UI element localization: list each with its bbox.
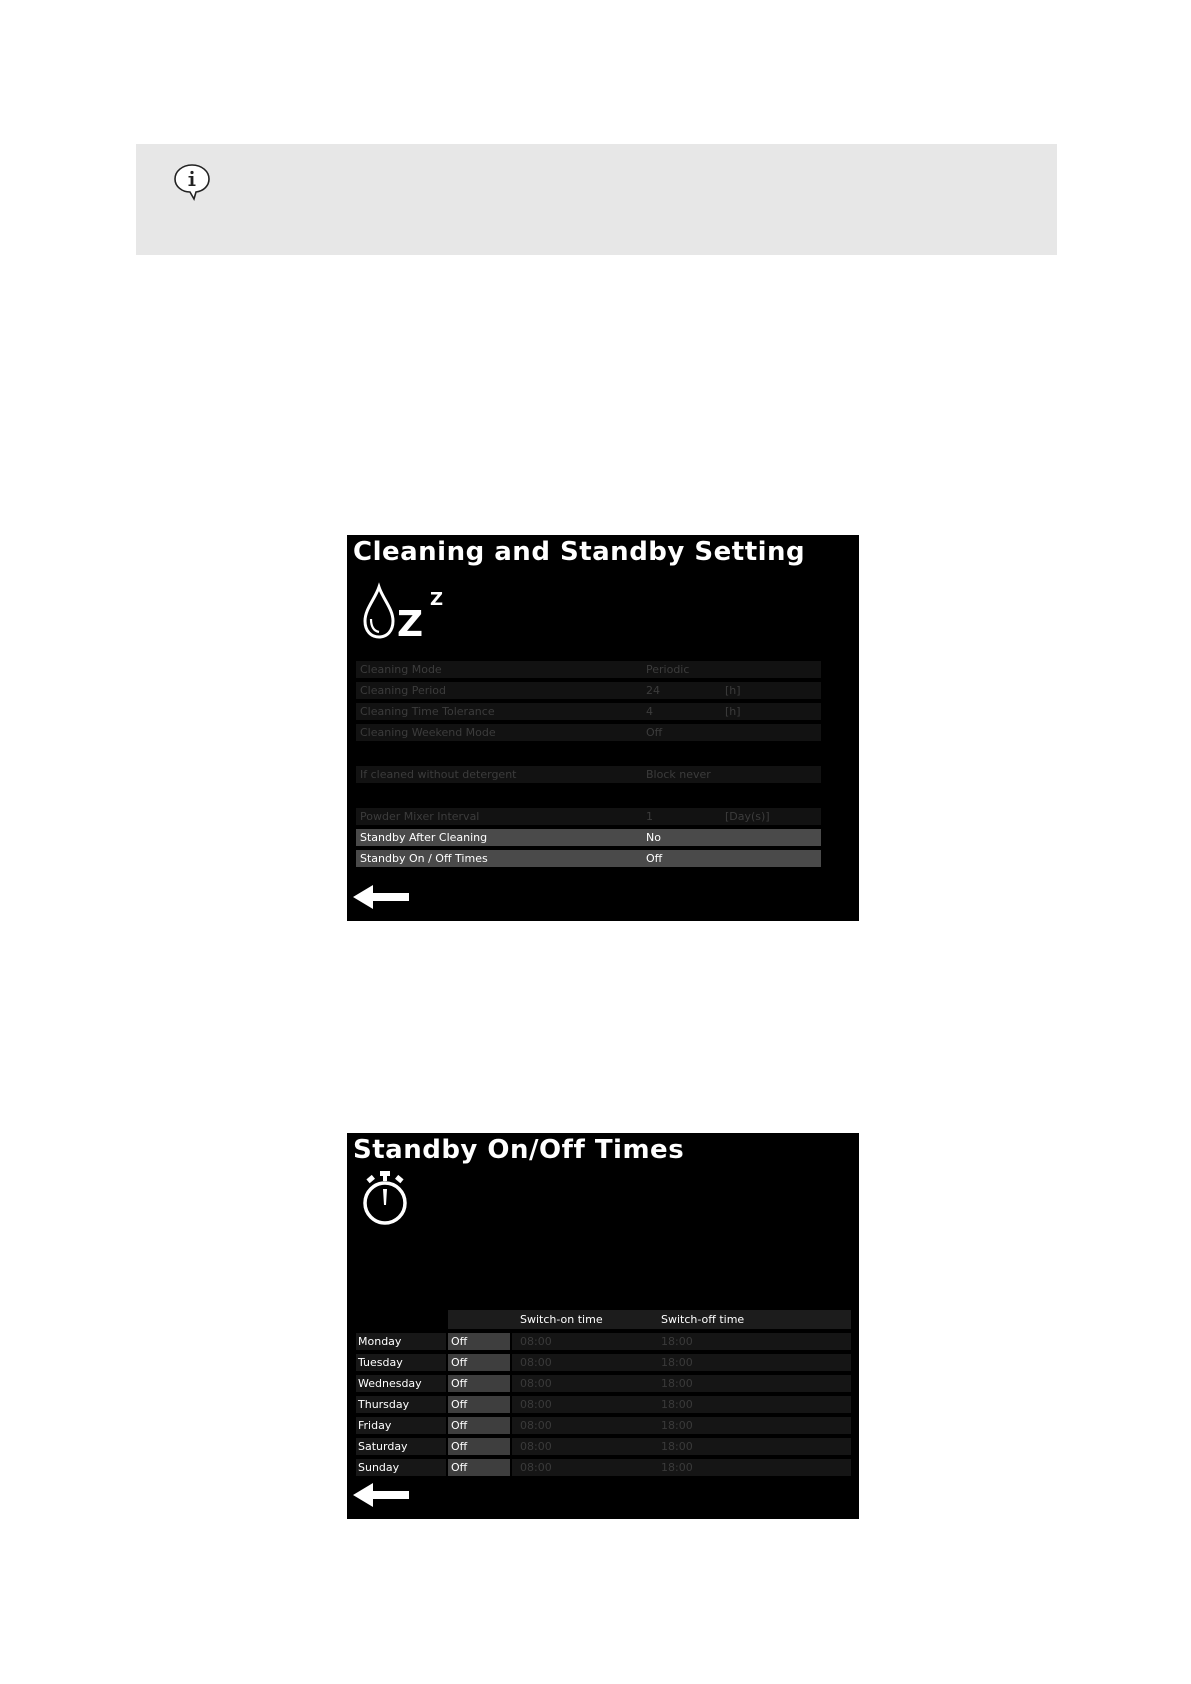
setting-row-cleaning-mode xyxy=(356,661,821,678)
setting-value: 1 xyxy=(646,810,653,823)
day-label: Monday xyxy=(356,1333,446,1350)
setting-label: Cleaning Time Tolerance xyxy=(360,705,495,718)
setting-unit: [Day(s)] xyxy=(725,810,770,823)
screen-title: Standby On/Off Times xyxy=(353,1135,685,1165)
day-times xyxy=(512,1375,851,1392)
switch-off-time: 18:00 xyxy=(661,1419,693,1432)
setting-value: Off xyxy=(646,852,663,865)
standby-times-screen xyxy=(347,1133,859,1519)
day-times xyxy=(512,1459,851,1476)
setting-row-standby-after-cleaning[interactable] xyxy=(356,829,821,846)
day-label: Sunday xyxy=(356,1459,446,1476)
switch-off-header: Switch-off time xyxy=(661,1313,745,1326)
day-label: Tuesday xyxy=(356,1354,446,1371)
setting-unit: [h] xyxy=(725,684,741,697)
setting-label: Powder Mixer Interval xyxy=(360,810,480,823)
day-state-toggle[interactable]: Off xyxy=(448,1438,510,1455)
switch-on-time: 08:00 xyxy=(520,1356,552,1369)
setting-value: No xyxy=(646,831,661,844)
switch-off-time: 18:00 xyxy=(661,1335,693,1348)
switch-on-time: 08:00 xyxy=(520,1335,552,1348)
sleep-z-text: Z xyxy=(397,604,424,641)
day-state-toggle[interactable]: Off xyxy=(448,1354,510,1371)
setting-value: 4 xyxy=(646,705,653,718)
switch-off-time: 18:00 xyxy=(661,1377,693,1390)
day-label: Thursday xyxy=(356,1396,446,1413)
table-header xyxy=(448,1310,851,1329)
drop-sleep-icon xyxy=(359,581,449,641)
switch-on-time: 08:00 xyxy=(520,1377,552,1390)
day-state-toggle[interactable]: Off xyxy=(448,1396,510,1413)
setting-row-powder-mixer-interval xyxy=(356,808,821,825)
day-label: Friday xyxy=(356,1417,446,1434)
setting-value: Block never xyxy=(646,768,711,781)
day-state-toggle[interactable]: Off xyxy=(448,1417,510,1434)
back-arrow-icon[interactable] xyxy=(353,1482,411,1508)
setting-label: Standby After Cleaning xyxy=(360,831,488,844)
cleaning-standby-screen xyxy=(347,535,859,921)
setting-value: Off xyxy=(646,726,663,739)
setting-row-standby-on-off-times[interactable] xyxy=(356,850,821,867)
day-state-toggle[interactable]: Off xyxy=(448,1459,510,1476)
day-times xyxy=(512,1354,851,1371)
setting-label: Standby On / Off Times xyxy=(360,852,488,865)
setting-label: Cleaning Period xyxy=(360,684,447,697)
setting-row-cleaned-without-detergent xyxy=(356,766,821,783)
day-label: Saturday xyxy=(356,1438,446,1455)
switch-on-time: 08:00 xyxy=(520,1461,552,1474)
back-arrow-icon[interactable] xyxy=(353,884,411,910)
switch-off-time: 18:00 xyxy=(661,1398,693,1411)
setting-unit: [h] xyxy=(725,705,741,718)
setting-label: Cleaning Mode xyxy=(360,663,442,676)
setting-row-cleaning-period xyxy=(356,682,821,699)
setting-label: If cleaned without detergent xyxy=(360,768,517,781)
screen-title: Cleaning and Standby Setting xyxy=(353,537,806,567)
switch-on-time: 08:00 xyxy=(520,1419,552,1432)
day-times xyxy=(512,1438,851,1455)
switch-off-time: 18:00 xyxy=(661,1356,693,1369)
switch-off-time: 18:00 xyxy=(661,1461,693,1474)
switch-on-header: Switch-on time xyxy=(520,1313,603,1326)
stopwatch-icon xyxy=(359,1169,411,1227)
day-times xyxy=(512,1417,851,1434)
info-note-box xyxy=(136,144,1057,255)
day-label: Wednesday xyxy=(356,1375,446,1392)
table-row-friday xyxy=(356,1417,851,1434)
table-row-wednesday xyxy=(356,1375,851,1392)
table-row-thursday xyxy=(356,1396,851,1413)
day-times xyxy=(512,1396,851,1413)
day-times xyxy=(512,1333,851,1350)
day-state-toggle[interactable]: Off xyxy=(448,1333,510,1350)
day-state-toggle[interactable]: Off xyxy=(448,1375,510,1392)
setting-label: Cleaning Weekend Mode xyxy=(360,726,496,739)
table-row-sunday xyxy=(356,1459,851,1476)
setting-value: Periodic xyxy=(646,663,690,676)
info-speech-bubble-icon xyxy=(172,162,212,202)
sleep-z-superscript: Z xyxy=(430,589,444,610)
table-row-tuesday xyxy=(356,1354,851,1371)
setting-row-cleaning-weekend-mode xyxy=(356,724,821,741)
switch-on-time: 08:00 xyxy=(520,1398,552,1411)
switch-off-time: 18:00 xyxy=(661,1440,693,1453)
setting-row-cleaning-time-tolerance xyxy=(356,703,821,720)
setting-value: 24 xyxy=(646,684,660,697)
switch-on-time: 08:00 xyxy=(520,1440,552,1453)
table-row-saturday xyxy=(356,1438,851,1455)
table-row-monday xyxy=(356,1333,851,1350)
